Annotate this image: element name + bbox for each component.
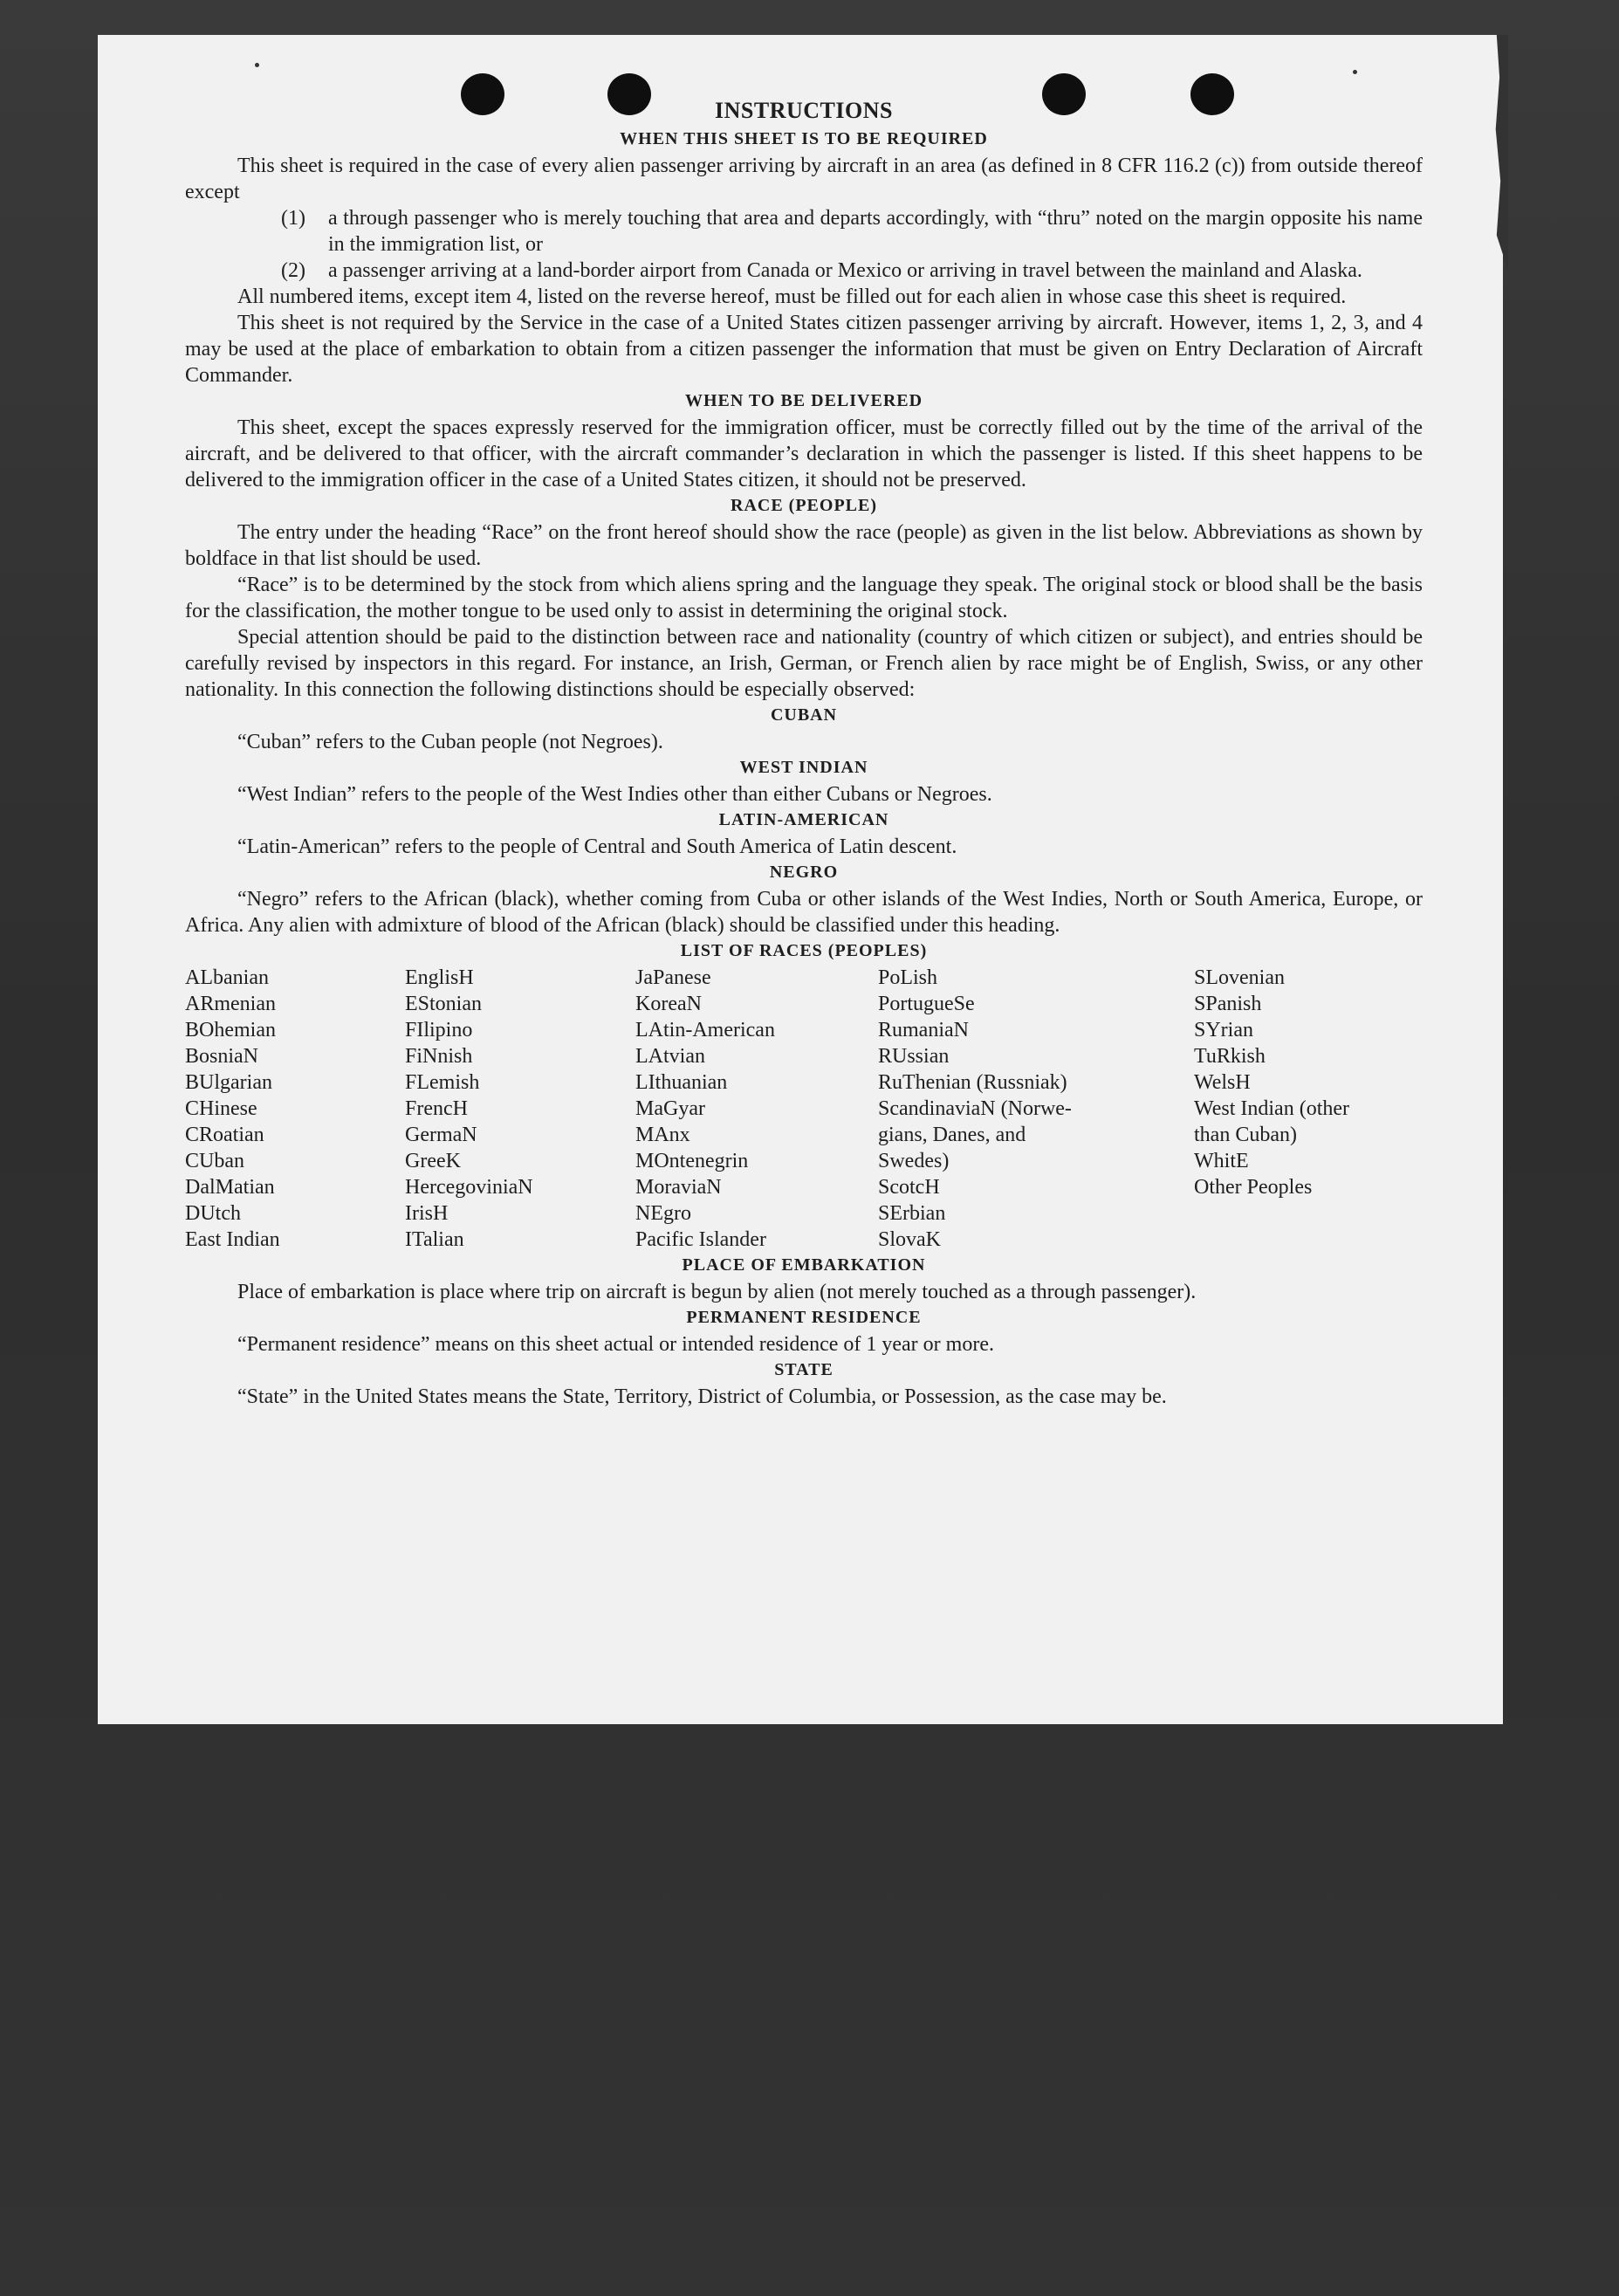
paragraph: “Race” is to be determined by the stock from which aliens spring and the language they speak. The original stock or blood shall be the basis for the classification, the mother tongue to be used only to assist in determining the original stock.	[185, 574, 1423, 622]
section-heading: WHEN THIS SHEET IS TO BE REQUIRED	[620, 129, 988, 148]
instruction-sheet	[98, 35, 1503, 1724]
race-entry: SYrian	[1194, 1019, 1253, 1041]
race-entry: ARmenian	[185, 993, 276, 1015]
section-heading: PLACE OF EMBARKATION	[682, 1255, 926, 1275]
section-heading: NEGRO	[769, 863, 839, 882]
race-entry: RumaniaN	[878, 1019, 969, 1041]
item-number: (2)	[281, 259, 305, 282]
race-entry: FLemish	[405, 1071, 480, 1094]
race-entry: LAtvian	[635, 1045, 705, 1068]
race-entry: Pacific Islander	[635, 1228, 766, 1251]
race-entry: GreeK	[405, 1150, 461, 1172]
list-item	[281, 205, 1423, 258]
race-entry: EnglisH	[405, 966, 474, 989]
race-entry: IrisH	[405, 1202, 449, 1225]
paragraph: Place of embarkation is place where trip on aircraft is begun by alien (not merely touched as a through passenger).	[237, 1281, 1197, 1303]
race-list	[185, 965, 1423, 1253]
race-entry: FiNnish	[405, 1045, 473, 1068]
punch-hole	[1190, 73, 1234, 115]
race-entry: FrencH	[405, 1097, 468, 1120]
race-entry: NEgro	[635, 1202, 691, 1225]
race-entry: MoraviaN	[635, 1176, 722, 1199]
race-entry: ALbanian	[185, 966, 269, 989]
race-entry: MAnx	[635, 1124, 690, 1146]
race-entry: ScandinaviaN (Norwe- gians, Danes, and Swedes)	[878, 1097, 1072, 1172]
race-entry: MOntenegrin	[635, 1150, 749, 1172]
race-entry: HercegoviniaN	[405, 1176, 533, 1199]
paragraph: “Negro” refers to the African (black), whether coming from Cuba or other islands of the West Indies, North or South America, Europe, or Africa. Any alien with admixture of blood of the African (black) should be classified under this heading.	[185, 888, 1423, 937]
item-text: a through passenger who is merely touching that area and departs accordingly, with “thru” noted on the margin opposite his name in the immigration list, or	[328, 207, 1423, 256]
race-entry: CRoatian	[185, 1124, 264, 1146]
race-column	[1194, 965, 1421, 1253]
section-heading: LATIN-AMERICAN	[718, 810, 889, 829]
race-entry: ITalian	[405, 1228, 464, 1251]
section-heading: CUBAN	[770, 705, 838, 725]
race-column	[185, 965, 405, 1253]
punch-hole	[1042, 73, 1086, 115]
section-heading: LIST OF RACES (PEOPLES)	[680, 941, 928, 960]
race-entry: BUlgarian	[185, 1071, 272, 1094]
race-entry: CHinese	[185, 1097, 257, 1120]
paragraph: “West Indian” refers to the people of the West Indies other than either Cubans or Negroes.	[237, 783, 992, 806]
race-entry: LIthuanian	[635, 1071, 728, 1094]
section-heading: WEST INDIAN	[739, 758, 868, 777]
race-entry: PoLish	[878, 966, 938, 989]
race-column	[878, 965, 1194, 1253]
race-entry: CUban	[185, 1150, 244, 1172]
section-heading: PERMANENT RESIDENCE	[686, 1308, 922, 1327]
race-entry: GermaN	[405, 1124, 477, 1146]
punch-hole	[461, 73, 504, 115]
race-column	[405, 965, 635, 1253]
item-text: a passenger arriving at a land-border airport from Canada or Mexico or arriving in travel between the mainland and Alaska.	[328, 259, 1362, 282]
race-entry: DalMatian	[185, 1176, 275, 1199]
race-entry: LAtin-American	[635, 1019, 775, 1041]
race-entry: East Indian	[185, 1228, 280, 1251]
paragraph: This sheet, except the spaces expressly reserved for the immigration officer, must be correctly filled out by the time of the arrival of the aircraft, and be delivered to that officer, with the aircraft commander’s declaration in which the passenger is listed. If this sheet happens to be delivered to the immigration officer in the case of a United States citizen, it should not be preserved.	[185, 416, 1423, 492]
page-title: INSTRUCTIONS	[715, 98, 893, 123]
list-item	[281, 258, 1423, 284]
paragraph: “State” in the United States means the State, Territory, District of Columbia, or Possession, as the case may be.	[237, 1385, 1167, 1408]
paragraph: “Permanent residence” means on this sheet actual or intended residence of 1 year or more.	[237, 1333, 994, 1356]
race-entry: ScotcH	[878, 1176, 940, 1199]
section-heading: RACE (PEOPLE)	[731, 496, 877, 515]
paragraph: This sheet is not required by the Service in the case of a United States citizen passenger arriving by aircraft. However, items 1, 2, 3, and 4 may be used at the place of embarkation to obtain from a citizen passenger the information that must be given on Entry Declaration of Aircraft Commander.	[185, 312, 1423, 387]
race-entry: TuRkish	[1194, 1045, 1266, 1068]
race-entry: RUssian	[878, 1045, 950, 1068]
race-entry: FIlipino	[405, 1019, 473, 1041]
race-entry: WelsH	[1194, 1071, 1251, 1094]
punch-hole	[607, 73, 651, 115]
race-entry: DUtch	[185, 1202, 241, 1225]
race-entry: PortugueSe	[878, 993, 975, 1015]
scan-speck	[1353, 70, 1357, 74]
paragraph: All numbered items, except item 4, listed on the reverse hereof, must be filled out for each alien in whose case this sheet is required.	[237, 285, 1347, 308]
paragraph: “Latin-American” refers to the people of Central and South America of Latin descent.	[237, 835, 957, 858]
race-entry: MaGyar	[635, 1097, 705, 1120]
race-entry: RuThenian (Russniak)	[878, 1071, 1067, 1094]
section-heading: WHEN TO BE DELIVERED	[684, 391, 923, 410]
race-entry: BosniaN	[185, 1045, 258, 1068]
race-entry: West Indian (other than Cuban)	[1194, 1097, 1350, 1146]
item-number: (1)	[281, 207, 305, 230]
section-heading: STATE	[774, 1360, 834, 1379]
race-entry: SErbian	[878, 1202, 946, 1225]
race-entry: SLovenian	[1194, 966, 1285, 989]
paragraph: This sheet is required in the case of every alien passenger arriving by aircraft in an area (as defined in 8 CFR 116.2 (c)) from outside thereof except	[185, 155, 1423, 203]
paragraph: “Cuban” refers to the Cuban people (not Negroes).	[237, 731, 663, 753]
race-column	[635, 965, 878, 1253]
race-entry: Other Peoples	[1194, 1176, 1313, 1199]
race-entry: SlovaK	[878, 1228, 941, 1251]
race-entry: JaPanese	[635, 966, 711, 989]
paragraph: The entry under the heading “Race” on the front hereof should show the race (people) as given in the list below. Abbreviations as shown by boldface in that list should be used.	[185, 521, 1423, 570]
torn-edge	[1489, 35, 1508, 271]
race-entry: EStonian	[405, 993, 482, 1015]
race-entry: SPanish	[1194, 993, 1262, 1015]
race-entry: BOhemian	[185, 1019, 276, 1041]
race-entry: WhitE	[1194, 1150, 1249, 1172]
paragraph: Special attention should be paid to the distinction between race and nationality (country of which citizen or subject), and entries should be carefully revised by inspectors in this regard. For instance, an Irish, German, or French alien by race might be of English, Swiss, or any other nationality. In this connection the following distinctions should be especially observed:	[185, 626, 1423, 701]
race-entry: KoreaN	[635, 993, 702, 1015]
scan-speck	[255, 63, 259, 67]
